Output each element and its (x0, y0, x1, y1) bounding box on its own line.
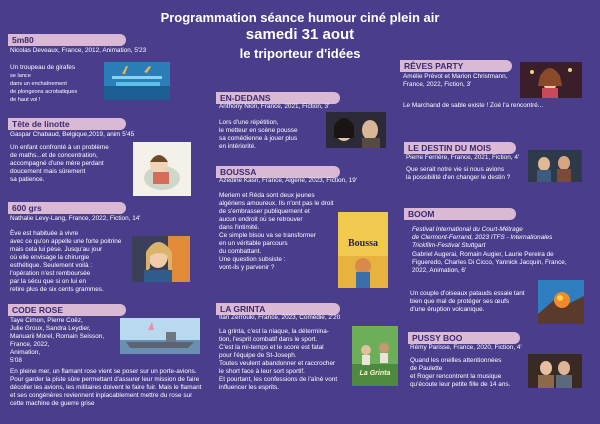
film-desc-boom: Un couple d'oiseaux patauds essaie tant bien que mal de protéger ses œufs d'une éruption volcanique. (410, 290, 525, 313)
header-organizer: le triporteur d'idées (239, 46, 361, 61)
film-title-la-grinta: LA GRINTA (216, 303, 340, 315)
film-image-600-grs (132, 236, 190, 282)
film-desc-tete-de-linotte: Un enfant confronté à un problème de maths...et de concentration, accompagné d'une mère perdant doucement mais sûrement sa patience. (10, 144, 109, 183)
film-title-reves-party: RÊVES PARTY (400, 60, 512, 72)
film-title-pussy-boo: PUSSY BOO (408, 332, 520, 344)
film-desc-600-grs: Ève est habituée à vivre avec ce qu'on appelle une forte poitrine mais cela lui pèse. Jusqu'au jour où elle envisage la chirurgie esthétique. Seulement voilà : l'opération n'est remboursée par la sécu que si on lui en retire plus de six cents grammes. (10, 230, 122, 293)
film-poster-boussa (338, 212, 388, 288)
film-meta-code-rose: Taye Cimon, Pierre Coëz, Julie Groux, Sandra Leydier, Manuarii Morel, Romain Seisson, France, 2022, Animation, 5'08 (10, 317, 105, 364)
film-desc-reves-party: Le Marchand de sable existe ! Zoé l'a rencontré... (403, 102, 544, 109)
film-desc-en-dedans: Lors d'une répétition, le metteur en scène pousse sa comédienne à jouer plus en intériorité. (219, 119, 298, 150)
film-meta-la-grinta: Ilan Zerrouki, France, 2023, Comédie, 2'20 (219, 314, 341, 321)
header-date: samedi 31 aout (245, 26, 355, 43)
film-meta-600-grs: Nathalie Levy-Lang, France, 2022, Fiction, 14' (10, 215, 141, 222)
film-title-en-dedans: EN-DEDANS (216, 92, 340, 104)
film-image-boom (538, 280, 584, 324)
film-meta-le-destin-du-mois: Pierre Ferrière, France, 2021, Fiction, 4' (406, 154, 520, 161)
film-title-tete-de-linotte: Tête de linotte (8, 118, 126, 130)
film-title-code-rose: CODE ROSE (8, 304, 126, 316)
film-meta-tete-de-linotte: Gaspar Chabaud, Belgique,2019, anim 5'45 (10, 131, 135, 138)
film-title-boom: BOOM (404, 208, 516, 220)
film-title-le-destin-du-mois: LE DESTIN DU MOIS (404, 142, 516, 154)
film-meta-boom: Gabriel Augerai, Romain Augier, Laurie Pereira de Figueredo, Charles Di Cicco, Yannick Jacquin, France, 2022, Animation, 6' (412, 251, 567, 274)
film-festival-boom: Festival International du Court-Métrage de Clermont-Ferrand, 2023 ITFS - Internationales Trickfilm-Festival Stuttgart (412, 226, 553, 249)
film-image-en-dedans (326, 112, 386, 148)
film-title-600-grs: 600 grs (8, 202, 126, 214)
film-desc-le-destin-du-mois: Que serait notre vie si nous avions la possibilité d'en changer le destin ? (406, 166, 511, 181)
film-meta-reves-party: Amélie Prévot et Marion Christmann, France, 2022, Fiction, 3' (403, 73, 508, 88)
film-meta-en-dedans: Anthony Nion, France, 2021, Fiction, 3' (219, 103, 330, 110)
film-desc-5m80: Un troupeau de girafes se lance dans un enchaînement de plongeons acrobatiques de haut vol ! (10, 64, 78, 103)
film-title-5m80: 5m80 (8, 34, 126, 46)
film-image-reves-party (520, 62, 582, 98)
film-title-boussa: BOUSSA (216, 166, 340, 178)
film-image-le-destin-du-mois (528, 150, 582, 182)
film-desc-code-rose: En pleine mer, un flamant rose vient se poser sur un porte-avions. Pour garder la piste sûre permettant d'assurer leur mission de faire décoller les avions, les militaires doivent le faire fuir. Mais le flamant et ses congénères reviennent inplacablement mettre du rose sur cette machine de guerre grise (10, 368, 202, 407)
poster-title-la-grinta: La Grinta (359, 370, 391, 377)
header-title: Programmation séance humour ciné plein air (160, 10, 440, 25)
film-image-tete-de-linotte (133, 142, 191, 196)
poster-title-boussa: Boussa (347, 238, 378, 249)
film-desc-pussy-boo: Quand les oreilles attentionnées de Paulette et Roger rencontrent la musique qu'écoute leur petite fille de 14 ans. (410, 357, 511, 388)
film-poster-la-grinta (352, 326, 398, 386)
film-image-5m80 (104, 62, 170, 100)
film-desc-la-grinta: La grinta, c'est la niaque, la détermina- tion, l'esprit combatif dans le sport. C'est la mi-temps et le score est fatal pour l'équipe de St-Joseph. Toutes veulent abandonner et raccrocher le short face à leur sort sportif. Et pourtant, les confessions de l'aîné vont influencer les esprits. (219, 328, 338, 391)
film-meta-5m80: Nicolas Deveaux, France, 2012, Animation, 5'23 (10, 47, 147, 54)
film-image-code-rose (120, 318, 200, 354)
film-desc-boussa: Meriem et Réda sont deux jeunes algériens amoureux. Ils n'ont pas le droit de s'embrasser publiquement et aucun endroit où se retrouver dans l'intimité. Ce simple bisou va se transformer en un véritable parcours du combattant. Une question subsiste : vont-ils y parvenir ? (219, 192, 334, 271)
film-meta-boussa: Azedine Kasri, France, Algérie, 2023, Fiction, 19' (219, 177, 357, 184)
film-meta-pussy-boo: Rémy Parisse, France, 2020, Fiction, 4' (410, 344, 522, 351)
film-image-pussy-boo (528, 354, 582, 388)
